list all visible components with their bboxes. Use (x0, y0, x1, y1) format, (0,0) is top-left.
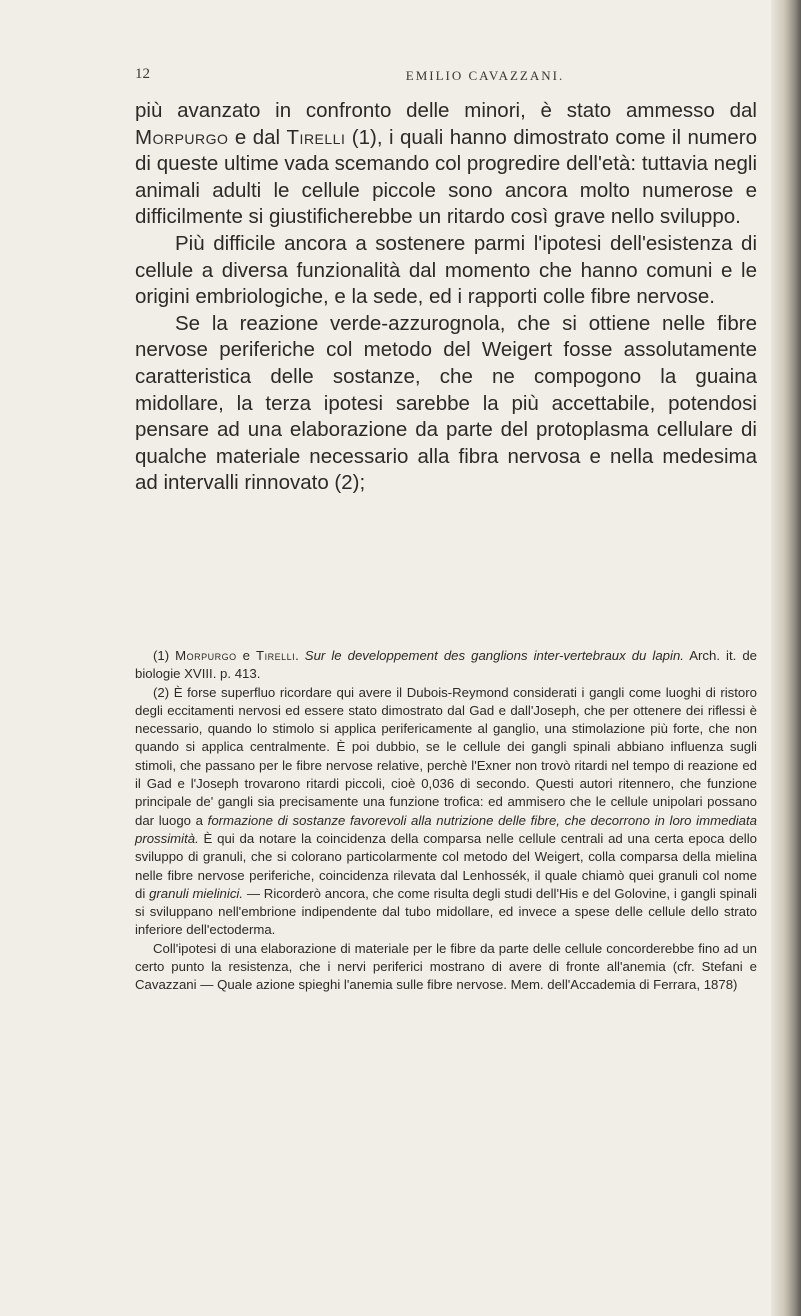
p1-text-a: più avanzato in confronto delle minori, è stato ammesso dal (135, 99, 757, 122)
fn2-italic-1: formazione di sostanze favorevoli alla nutrizione delle fibre, che decorrono in loro immediata prossimità. (135, 812, 758, 846)
p1-text-c: (1), i quali hanno dimostrato come il numero di queste ultime vada scemando col progredire dell'età: tuttavia negli animali adulti le cellule piccole sono ancora molto numerose e difficilmente si giustificherebbe un ritardo così grave nello sviluppo. (135, 125, 757, 229)
footnote-2 (135, 684, 757, 940)
fn1-citation: Arch. it. de biologie XVIII. p. 413. (135, 648, 757, 682)
fn2-text-b: È qui da notare la coincidenza della comparsa nelle cellule centrali ad una certa epoca dello sviluppo di granuli, che si colorano particolarmente col metodo del Weigert, colla comparsa della mielina nelle fibre nervose periferiche, coincidenza rilevata dal Lenhossék, il quale chiamò quei granuli col nome di (135, 830, 757, 901)
footnote-3: Coll'ipotesi di una elaborazione di materiale per le fibre da parte delle cellule concorderebbe fino ad un certo punto la resistenza, che i nervi periferici mostrano di avere di fronte all'anemia (cfr. Stefani e Cavazzani — Quale azione spieghi l'anemia sulle fibre nervose. Mem. dell'Accademia di Ferrara, 1878) (135, 940, 757, 993)
page-number: 12 (135, 66, 150, 82)
fn1-title: Sur le developpement des ganglions inter-vertebraux du lapin. (304, 648, 684, 663)
fn1-conj: e (236, 648, 257, 663)
fn2-italic-2: granuli mielinici. (149, 885, 244, 901)
paragraph-3: Se la reazione verde-azzurognola, che si ottiene nelle fibre nervose periferiche col metodo del Weigert fosse assolutamente caratteristica delle sostanze, che ne compogono la guaina midollare, la terza ipotesi sarebbe la più accettabile, potendosi pensare ad una elaborazione da parte del protoplasma cellulare di qualche materiale necessario alla fibra nervosa e nella medesima ad intervalli rinnovato (2); (135, 311, 757, 495)
fn2-text-c: — Ricorderò ancora, che come risulta degli studi dell'His e del Golovine, i gangli spinali si sviluppano nell'embrione indipendente dal tubo midollare, ed invece a spese delle cellule dello strato inferiore dell'ectoderma. (135, 885, 757, 938)
page-header (135, 66, 755, 88)
fn1-sep: . (295, 648, 305, 663)
fn2-text-a: (2) È forse superfluo ricordare qui avere il Dubois-Reymond considerati i gangli come luoghi di ristoro degli eccitamenti nervosi ed essere stato dimostrato dal Gad e dall'Joseph, che per ottenere dei riflessi è necessario, quando lo stimolo si applica perifericamente al ganglio, una stimolazione più forte, che non quando si applica centralmente. È poi dubbio, se le cellule dei gangli spinali abbiano influenza sugli stimoli, che passano per le fibre nervose relative, perchè l'Exner non trovò ritardi nel tempo di reazione ed il Gad e l'Joseph trovarono ritardi piccoli, cioè 0,036 di secondo. Questi autori ritennero, che funzione principale de' gangli sia precisamente una funzione trofica: ed ammisero che le cellule unipolari possano dar luogo a (135, 684, 757, 828)
p1-text-b: e dal (228, 125, 287, 149)
fn1-author-morpurgo: Morpurgo (175, 648, 237, 663)
fn1-number: (1) (153, 648, 176, 663)
fn1-author-tirelli: Tirelli (256, 648, 296, 663)
page-edge-shadow (771, 0, 801, 1316)
body-text (135, 98, 757, 497)
paragraph-2: Più difficile ancora a sostenere parmi l'ipotesi dell'esistenza di cellule a diversa funzionalità dal momento che hanno comuni e le origini embriologiche, e la sede, ed i rapporti colle fibre nervose. (135, 231, 757, 309)
footnotes (135, 647, 757, 995)
paragraph-1 (135, 98, 757, 231)
author-tirelli: Tirelli (286, 125, 346, 149)
footnote-1 (135, 647, 757, 684)
running-head: EMILIO CAVAZZANI. (405, 68, 565, 83)
author-morpurgo: Morpurgo (135, 125, 229, 149)
